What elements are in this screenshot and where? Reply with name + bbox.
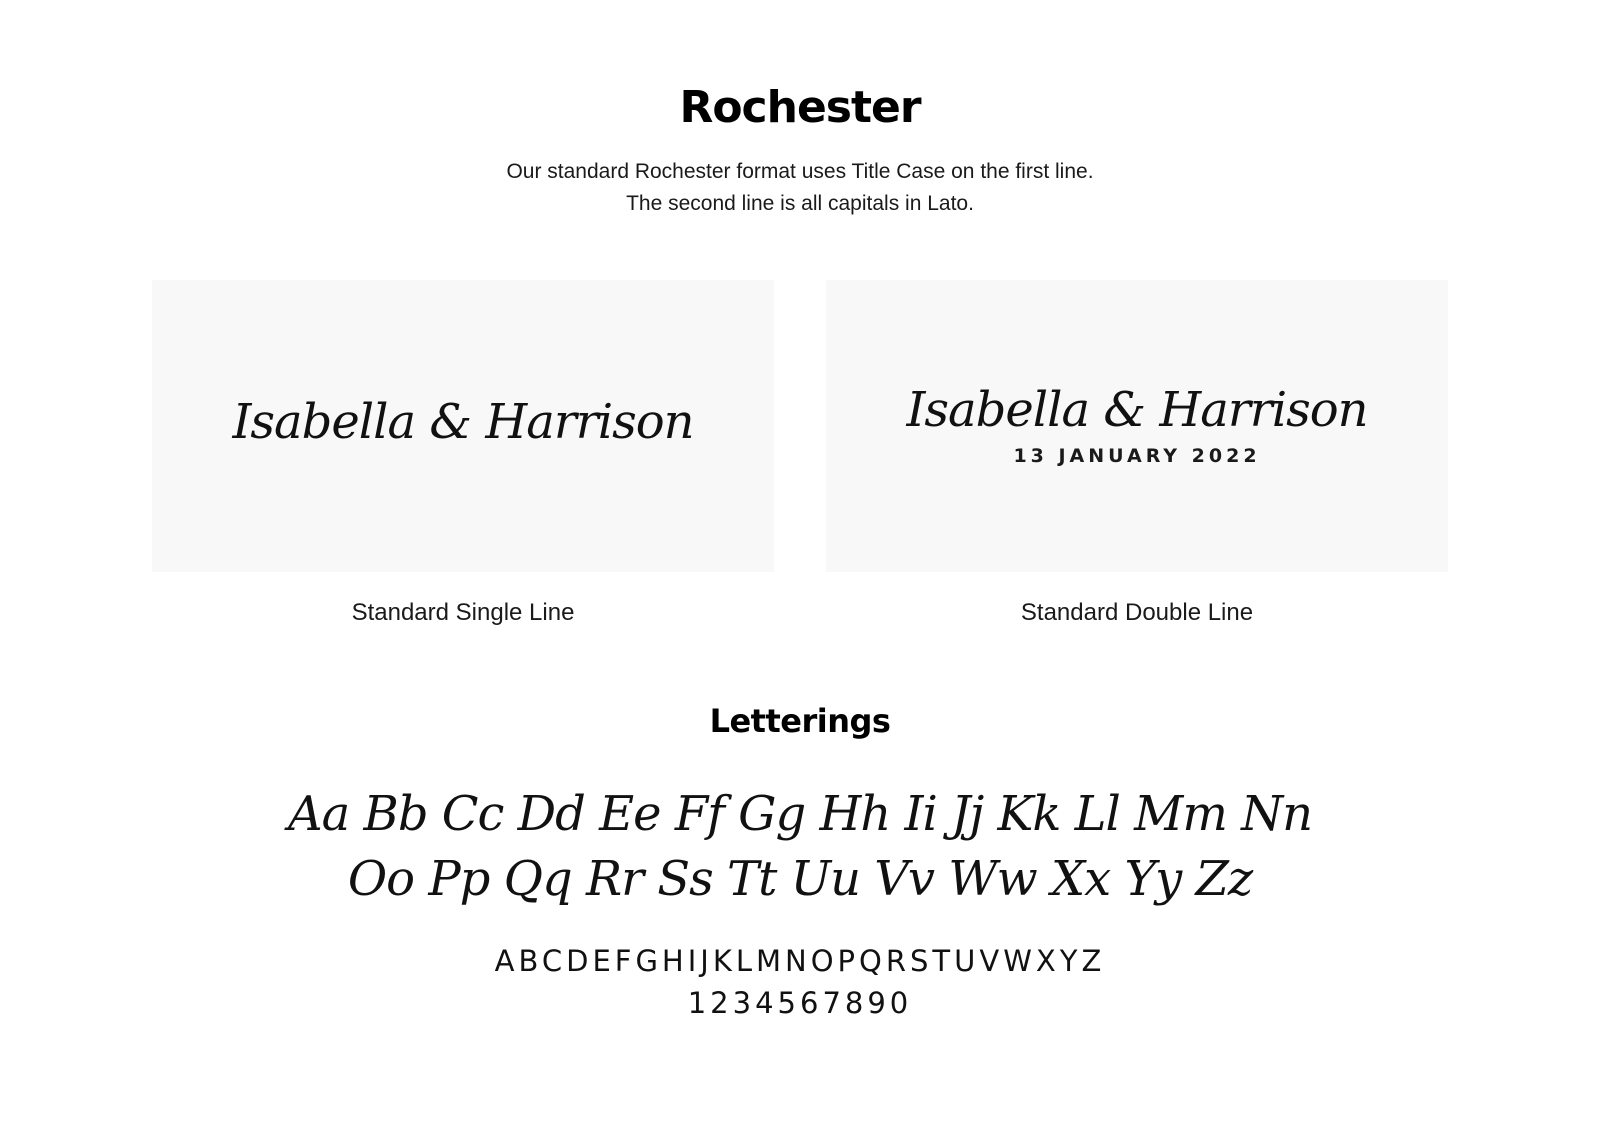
script-alphabet-line-2: Oo Pp Qq Rr Ss Tt Uu Vv Ww Xx Yy Zz xyxy=(347,851,1253,907)
script-alphabet-line-1: Aa Bb Cc Dd Ee Ff Gg Hh Ii Jj Kk Ll Mm Nn xyxy=(288,786,1312,842)
sample-name-single: Isabella & Harrison xyxy=(232,394,694,450)
sample-name-double: Isabella & Harrison xyxy=(906,382,1368,438)
caption-double-line: Standard Double Line xyxy=(1020,599,1254,626)
letterings-title: Letterings xyxy=(709,702,891,740)
intro-text xyxy=(0,156,1600,220)
uppercase-alphabet: ABCDEFGHIJKLMNOPQRSTUVWXYZ xyxy=(494,944,1106,978)
sample-date: 13 JANUARY 2022 xyxy=(1013,445,1261,467)
page-title: Rochester xyxy=(679,82,921,133)
sample-card-single-line xyxy=(152,280,774,572)
caption-single-line: Standard Single Line xyxy=(351,599,575,626)
sample-card-double-line xyxy=(826,280,1448,572)
digits-row: 1234567890 xyxy=(687,986,913,1020)
intro-line-2: The second line is all capitals in Lato. xyxy=(626,192,974,215)
intro-line-1: Our standard Rochester format uses Title Case on the first line. xyxy=(506,160,1094,183)
